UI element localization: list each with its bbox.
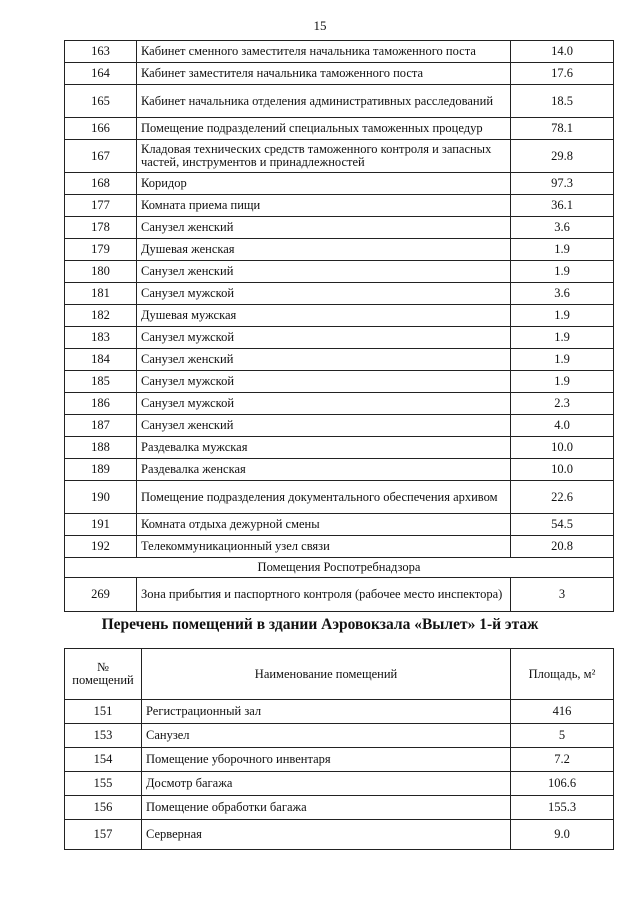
room-number: 269 — [65, 578, 137, 612]
room-number: 188 — [65, 437, 137, 459]
room-area: 1.9 — [511, 305, 614, 327]
room-area: 20.8 — [511, 536, 614, 558]
table-row — [65, 536, 614, 558]
room-name: Санузел мужской — [137, 283, 511, 305]
room-number: 191 — [65, 514, 137, 536]
room-area: 4.0 — [511, 415, 614, 437]
room-number: 165 — [65, 85, 137, 118]
table-row — [65, 393, 614, 415]
room-number: 180 — [65, 261, 137, 283]
room-area: 9.0 — [511, 820, 614, 850]
room-name: Регистрационный зал — [142, 700, 511, 724]
table-row — [65, 217, 614, 239]
room-name: Помещение уборочного инвентаря — [142, 748, 511, 772]
room-number: 190 — [65, 481, 137, 514]
room-number: 192 — [65, 536, 137, 558]
header-room-name: Наименование помещений — [142, 649, 511, 700]
table-row — [65, 820, 614, 850]
room-number: 163 — [65, 41, 137, 63]
room-name: Комната приема пищи — [137, 195, 511, 217]
table-row — [65, 349, 614, 371]
room-area: 3.6 — [511, 217, 614, 239]
room-name: Санузел — [142, 724, 511, 748]
table-row — [65, 85, 614, 118]
departure-floor1-heading: Перечень помещений в здании Аэровокзала «Вылет» 1-й этаж — [101, 616, 539, 633]
room-area: 17.6 — [511, 63, 614, 85]
table-row — [65, 239, 614, 261]
departure-rooms-table — [64, 648, 614, 850]
room-name: Санузел мужской — [137, 371, 511, 393]
room-name: Кабинет заместителя начальника таможенного поста — [137, 63, 511, 85]
table-row — [65, 118, 614, 140]
room-name: Зона прибытия и паспортного контроля (рабочее место инспектора) — [137, 578, 511, 612]
table-row — [65, 195, 614, 217]
room-number: 178 — [65, 217, 137, 239]
room-name: Санузел мужской — [137, 393, 511, 415]
room-number: 155 — [65, 772, 142, 796]
room-number: 182 — [65, 305, 137, 327]
room-number: 156 — [65, 796, 142, 820]
room-name: Помещение подразделений специальных таможенных процедур — [137, 118, 511, 140]
table-row — [65, 437, 614, 459]
room-name: Комната отдыха дежурной смены — [137, 514, 511, 536]
room-name: Санузел мужской — [137, 327, 511, 349]
table-row — [65, 305, 614, 327]
room-number: 157 — [65, 820, 142, 850]
room-name: Раздевалка мужская — [137, 437, 511, 459]
room-number: 187 — [65, 415, 137, 437]
room-number: 167 — [65, 140, 137, 173]
section-row — [65, 558, 614, 578]
room-name: Санузел женский — [137, 217, 511, 239]
room-area: 10.0 — [511, 459, 614, 481]
room-number: 166 — [65, 118, 137, 140]
room-area: 3 — [511, 578, 614, 612]
table-row — [65, 724, 614, 748]
room-name: Санузел женский — [137, 261, 511, 283]
room-name: Кладовая технических средств таможенного контроля и запасных частей, инструментов и принадлежностей — [137, 140, 511, 173]
room-name: Помещение подразделения документального обеспечения архивом — [137, 481, 511, 514]
room-area: 78.1 — [511, 118, 614, 140]
room-area: 36.1 — [511, 195, 614, 217]
header-area: Площадь, м² — [511, 649, 614, 700]
table-row — [65, 481, 614, 514]
table-header-row — [65, 649, 614, 700]
room-area: 97.3 — [511, 173, 614, 195]
room-area: 14.0 — [511, 41, 614, 63]
table-row — [65, 772, 614, 796]
room-number: 177 — [65, 195, 137, 217]
room-area: 7.2 — [511, 748, 614, 772]
room-area: 54.5 — [511, 514, 614, 536]
table-row — [65, 327, 614, 349]
room-area: 1.9 — [511, 371, 614, 393]
room-name: Кабинет сменного заместителя начальника таможенного поста — [137, 41, 511, 63]
room-name: Телекоммуникационный узел связи — [137, 536, 511, 558]
room-area: 2.3 — [511, 393, 614, 415]
room-number: 154 — [65, 748, 142, 772]
table-row — [65, 283, 614, 305]
room-number: 168 — [65, 173, 137, 195]
room-area: 22.6 — [511, 481, 614, 514]
room-area: 10.0 — [511, 437, 614, 459]
table-row — [65, 700, 614, 724]
table-row — [65, 261, 614, 283]
room-number: 153 — [65, 724, 142, 748]
room-area: 1.9 — [511, 239, 614, 261]
room-number: 179 — [65, 239, 137, 261]
room-area: 416 — [511, 700, 614, 724]
table-row — [65, 459, 614, 481]
room-number: 184 — [65, 349, 137, 371]
room-name: Кабинет начальника отделения административных расследований — [137, 85, 511, 118]
rooms-table-continued — [64, 40, 614, 612]
table-row — [65, 578, 614, 612]
room-number: 183 — [65, 327, 137, 349]
room-area: 1.9 — [511, 261, 614, 283]
room-number: 189 — [65, 459, 137, 481]
room-name: Душевая мужская — [137, 305, 511, 327]
table-row — [65, 748, 614, 772]
room-area: 1.9 — [511, 349, 614, 371]
room-name: Досмотр багажа — [142, 772, 511, 796]
room-name: Санузел женский — [137, 415, 511, 437]
room-number: 186 — [65, 393, 137, 415]
room-name: Коридор — [137, 173, 511, 195]
section-title: Помещения Роспотребнадзора — [65, 558, 614, 578]
table-row — [65, 371, 614, 393]
room-area: 106.6 — [511, 772, 614, 796]
table-row — [65, 173, 614, 195]
room-area: 5 — [511, 724, 614, 748]
room-area: 18.5 — [511, 85, 614, 118]
table-row — [65, 796, 614, 820]
room-number: 151 — [65, 700, 142, 724]
room-number: 185 — [65, 371, 137, 393]
room-area: 155.3 — [511, 796, 614, 820]
room-name: Санузел женский — [137, 349, 511, 371]
room-name: Серверная — [142, 820, 511, 850]
table-row — [65, 514, 614, 536]
room-number: 164 — [65, 63, 137, 85]
room-area: 29.8 — [511, 140, 614, 173]
room-name: Помещение обработки багажа — [142, 796, 511, 820]
room-name: Раздевалка женская — [137, 459, 511, 481]
table-row — [65, 41, 614, 63]
header-room-number: № помещений — [65, 649, 142, 700]
room-name: Душевая женская — [137, 239, 511, 261]
table-row — [65, 140, 614, 173]
room-number: 181 — [65, 283, 137, 305]
table-row — [65, 415, 614, 437]
room-area: 3.6 — [511, 283, 614, 305]
table-row — [65, 63, 614, 85]
page-number: 15 — [313, 18, 327, 33]
room-area: 1.9 — [511, 327, 614, 349]
